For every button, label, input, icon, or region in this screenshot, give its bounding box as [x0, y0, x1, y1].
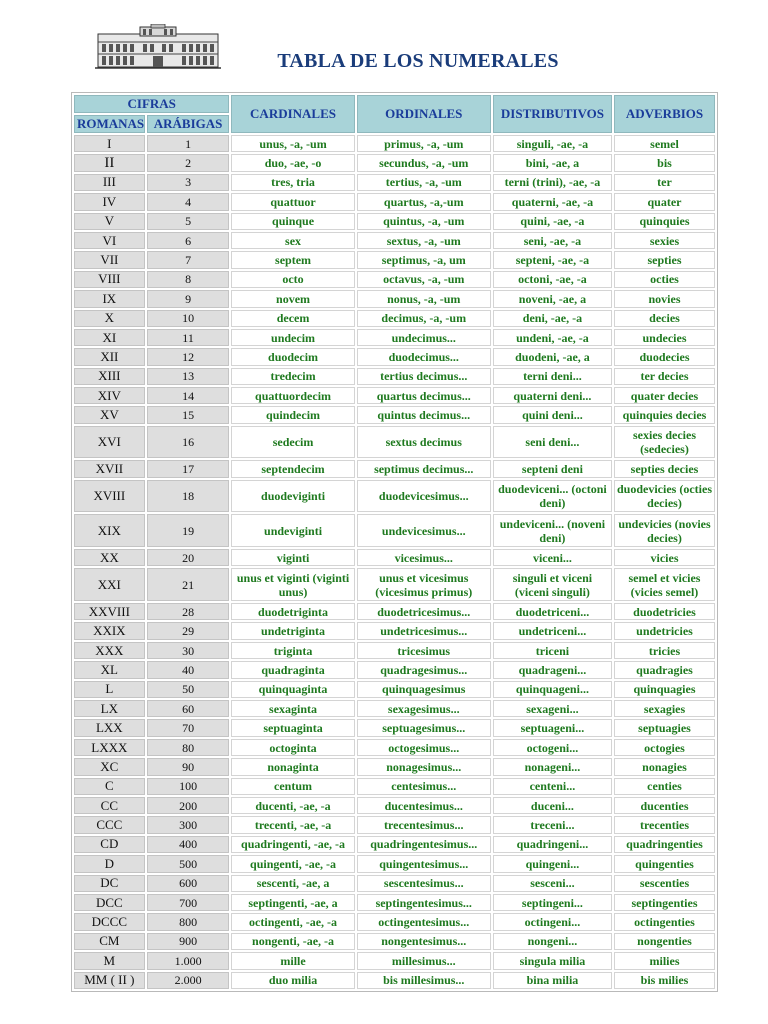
table-row — [74, 797, 715, 814]
arabic-numeral-cell: 29 — [147, 622, 230, 639]
cardinal-cell: undecim — [231, 329, 354, 346]
ordinal-cell: quartus decimus... — [357, 387, 491, 404]
arabic-numeral-cell: 4 — [147, 193, 230, 210]
adverb-cell: semel et vicies (vicies semel) — [614, 568, 715, 601]
cardinal-cell: novem — [231, 290, 354, 307]
table-row — [74, 739, 715, 756]
table-row — [74, 290, 715, 307]
table-body — [74, 135, 715, 989]
distributive-cell: duodeviceni... (octoni deni) — [493, 480, 612, 513]
distributive-cell: treceni... — [493, 816, 612, 833]
cardinal-cell: quindecim — [231, 406, 354, 423]
roman-numeral-cell: IV — [74, 193, 145, 210]
ordinal-cell: quadringentesimus... — [357, 836, 491, 853]
ordinal-cell: nonus, -a, -um — [357, 290, 491, 307]
roman-numeral-cell: DCCC — [74, 913, 145, 930]
cardinal-cell: septuaginta — [231, 719, 354, 736]
distributive-cell: viceni... — [493, 549, 612, 566]
distributive-cell: terni (trini), -ae, -a — [493, 174, 612, 191]
ordinal-cell: nongentesimus... — [357, 933, 491, 950]
distributive-cell: undeni, -ae, -a — [493, 329, 612, 346]
cardinal-cell: octoginta — [231, 739, 354, 756]
adverb-cell: ter decies — [614, 368, 715, 385]
distributive-cell: deni, -ae, -a — [493, 310, 612, 327]
arabic-numeral-cell: 15 — [147, 406, 230, 423]
ordinal-cell: nonagesimus... — [357, 758, 491, 775]
ordinal-cell: octingentesimus... — [357, 913, 491, 930]
table-row — [74, 174, 715, 191]
arabic-numeral-cell: 70 — [147, 719, 230, 736]
distributive-cell: nonageni... — [493, 758, 612, 775]
adverb-cell: quater decies — [614, 387, 715, 404]
header-cifras: CIFRAS — [74, 95, 229, 113]
distributive-cell: septingeni... — [493, 894, 612, 911]
ordinal-cell: primus, -a, -um — [357, 135, 491, 152]
roman-numeral-cell: XIV — [74, 387, 145, 404]
distributive-cell: octogeni... — [493, 739, 612, 756]
arabic-numeral-cell: 800 — [147, 913, 230, 930]
roman-numeral-cell: XC — [74, 758, 145, 775]
adverb-cell: ducenties — [614, 797, 715, 814]
arabic-numeral-cell: 28 — [147, 603, 230, 620]
cardinal-cell: sexaginta — [231, 700, 354, 717]
roman-numeral-cell: X — [74, 310, 145, 327]
table-row — [74, 719, 715, 736]
roman-numeral-cell: XXVIII — [74, 603, 145, 620]
adverb-cell: quinquies decies — [614, 406, 715, 423]
arabic-numeral-cell: 80 — [147, 739, 230, 756]
roman-numeral-cell: XXX — [74, 642, 145, 659]
cardinal-cell: duodetriginta — [231, 603, 354, 620]
ordinal-cell: quinquagesimus — [357, 681, 491, 698]
adverb-cell: bis milies — [614, 972, 715, 990]
distributive-cell: singuli et viceni (viceni singuli) — [493, 568, 612, 601]
roman-numeral-cell: L — [74, 681, 145, 698]
ordinal-cell: septimus decimus... — [357, 460, 491, 477]
roman-numeral-cell: III — [74, 174, 145, 191]
adverb-cell: quinquies — [614, 213, 715, 230]
adverb-cell: duodetricies — [614, 603, 715, 620]
roman-numeral-cell: XVII — [74, 460, 145, 477]
adverb-cell: undevicies (novies decies) — [614, 514, 715, 547]
table-row — [74, 758, 715, 775]
adverb-cell: quadringenties — [614, 836, 715, 853]
roman-numeral-cell: CC — [74, 797, 145, 814]
roman-numeral-cell: DC — [74, 875, 145, 892]
distributive-cell: singuli, -ae, -a — [493, 135, 612, 152]
distributive-cell: septuageni... — [493, 719, 612, 736]
cardinal-cell: undetriginta — [231, 622, 354, 639]
roman-numeral-cell: XVI — [74, 426, 145, 459]
cardinal-cell: sescenti, -ae, a — [231, 875, 354, 892]
roman-numeral-cell: LX — [74, 700, 145, 717]
distributive-cell: triceni — [493, 642, 612, 659]
ordinal-cell: quintus decimus... — [357, 406, 491, 423]
ordinal-cell: octogesimus... — [357, 739, 491, 756]
roman-numeral-cell: XXIX — [74, 622, 145, 639]
numerals-table — [71, 92, 718, 992]
cardinal-cell: mille — [231, 952, 354, 969]
ordinal-cell: sescentesimus... — [357, 875, 491, 892]
roman-numeral-cell: VIII — [74, 271, 145, 288]
ordinal-cell: duodetricesimus... — [357, 603, 491, 620]
ordinal-cell: quingentesimus... — [357, 855, 491, 872]
distributive-cell: duodeni, -ae, a — [493, 348, 612, 365]
cardinal-cell: duo milia — [231, 972, 354, 990]
roman-numeral-cell: LXXX — [74, 739, 145, 756]
ordinal-cell: undevicesimus... — [357, 514, 491, 547]
distributive-cell: undetriceni... — [493, 622, 612, 639]
cardinal-cell: undeviginti — [231, 514, 354, 547]
roman-numeral-cell: XVIII — [74, 480, 145, 513]
table-row — [74, 213, 715, 230]
page-title: TABLA DE LOS NUMERALES — [277, 50, 559, 72]
roman-numeral-cell: I — [74, 135, 145, 152]
table-row — [74, 661, 715, 678]
arabic-numeral-cell: 21 — [147, 568, 230, 601]
arabic-numeral-cell: 5 — [147, 213, 230, 230]
table-row — [74, 232, 715, 249]
roman-numeral-cell: XXI — [74, 568, 145, 601]
header-distributivos: DISTRIBUTIVOS — [493, 95, 612, 133]
table-row — [74, 329, 715, 346]
ordinal-cell: sextus decimus — [357, 426, 491, 459]
cardinal-cell: tres, tria — [231, 174, 354, 191]
arabic-numeral-cell: 60 — [147, 700, 230, 717]
cardinal-cell: triginta — [231, 642, 354, 659]
distributive-cell: seni, -ae, -a — [493, 232, 612, 249]
adverb-cell: quinquagies — [614, 681, 715, 698]
table-row — [74, 622, 715, 639]
arabic-numeral-cell: 6 — [147, 232, 230, 249]
cardinal-cell: nonaginta — [231, 758, 354, 775]
table-row — [74, 603, 715, 620]
arabic-numeral-cell: 1 — [147, 135, 230, 152]
distributive-cell: octoni, -ae, -a — [493, 271, 612, 288]
arabic-numeral-cell: 16 — [147, 426, 230, 459]
distributive-cell: bini, -ae, a — [493, 154, 612, 171]
table-row — [74, 952, 715, 969]
adverb-cell: nongenties — [614, 933, 715, 950]
adverb-cell: duodecies — [614, 348, 715, 365]
adverb-cell: duodevicies (octies decies) — [614, 480, 715, 513]
ordinal-cell: septingentesimus... — [357, 894, 491, 911]
arabic-numeral-cell: 3 — [147, 174, 230, 191]
ordinal-cell: sexagesimus... — [357, 700, 491, 717]
roman-numeral-cell: XIII — [74, 368, 145, 385]
distributive-cell: seni deni... — [493, 426, 612, 459]
cardinal-cell: unus et viginti (viginti unus) — [231, 568, 354, 601]
cardinal-cell: tredecim — [231, 368, 354, 385]
distributive-cell: centeni... — [493, 778, 612, 795]
distributive-cell: septeni deni — [493, 460, 612, 477]
adverb-cell: sexagies — [614, 700, 715, 717]
roman-numeral-cell: XII — [74, 348, 145, 365]
cardinal-cell: quadraginta — [231, 661, 354, 678]
distributive-cell: quini deni... — [493, 406, 612, 423]
ordinal-cell: septuagesimus... — [357, 719, 491, 736]
ordinal-cell: septimus, -a, um — [357, 251, 491, 268]
cardinal-cell: sedecim — [231, 426, 354, 459]
header-arabigas: ARÁBIGAS — [147, 115, 230, 133]
distributive-cell: septeni, -ae, -a — [493, 251, 612, 268]
table-row — [74, 568, 715, 601]
cardinal-cell: quattuor — [231, 193, 354, 210]
roman-numeral-cell: VII — [74, 251, 145, 268]
adverb-cell: tricies — [614, 642, 715, 659]
adverb-cell: decies — [614, 310, 715, 327]
arabic-numeral-cell: 17 — [147, 460, 230, 477]
arabic-numeral-cell: 400 — [147, 836, 230, 853]
table-row — [74, 700, 715, 717]
arabic-numeral-cell: 14 — [147, 387, 230, 404]
cardinal-cell: duo, -ae, -o — [231, 154, 354, 171]
header-adverbios: ADVERBIOS — [614, 95, 715, 133]
cardinal-cell: sex — [231, 232, 354, 249]
adverb-cell: ter — [614, 174, 715, 191]
cardinal-cell: quingenti, -ae, -a — [231, 855, 354, 872]
adverb-cell: octogies — [614, 739, 715, 756]
distributive-cell: terni deni... — [493, 368, 612, 385]
table-row — [74, 933, 715, 950]
arabic-numeral-cell: 10 — [147, 310, 230, 327]
adverb-cell: centies — [614, 778, 715, 795]
adverb-cell: septuagies — [614, 719, 715, 736]
roman-numeral-cell: DCC — [74, 894, 145, 911]
adverb-cell: septingenties — [614, 894, 715, 911]
distributive-cell: quadrageni... — [493, 661, 612, 678]
arabic-numeral-cell: 500 — [147, 855, 230, 872]
roman-numeral-cell: CM — [74, 933, 145, 950]
distributive-cell: octingeni... — [493, 913, 612, 930]
cardinal-cell: octingenti, -ae, -a — [231, 913, 354, 930]
table-row — [74, 681, 715, 698]
adverb-cell: milies — [614, 952, 715, 969]
adverb-cell: sexies decies (sedecies) — [614, 426, 715, 459]
adverb-cell: undetricies — [614, 622, 715, 639]
arabic-numeral-cell: 40 — [147, 661, 230, 678]
header-romanas: ROMANAS — [74, 115, 145, 133]
arabic-numeral-cell: 100 — [147, 778, 230, 795]
distributive-cell: quadringeni... — [493, 836, 612, 853]
ordinal-cell: bis millesimus... — [357, 972, 491, 990]
table-row — [74, 514, 715, 547]
adverb-cell: semel — [614, 135, 715, 152]
adverb-cell: sescenties — [614, 875, 715, 892]
distributive-cell: bina milia — [493, 972, 612, 990]
adverb-cell: quingenties — [614, 855, 715, 872]
ordinal-cell: ducentesimus... — [357, 797, 491, 814]
table-row — [74, 816, 715, 833]
arabic-numeral-cell: 600 — [147, 875, 230, 892]
adverb-cell: vicies — [614, 549, 715, 566]
ordinal-cell: duodecimus... — [357, 348, 491, 365]
distributive-cell: quaterni, -ae, -a — [493, 193, 612, 210]
roman-numeral-cell: XV — [74, 406, 145, 423]
table-row — [74, 460, 715, 477]
adverb-cell: octingenties — [614, 913, 715, 930]
table-row — [74, 387, 715, 404]
cardinal-cell: septingenti, -ae, a — [231, 894, 354, 911]
table-row — [74, 778, 715, 795]
distributive-cell: quingeni... — [493, 855, 612, 872]
distributive-cell: quinquageni... — [493, 681, 612, 698]
distributive-cell: undeviceni... (noveni deni) — [493, 514, 612, 547]
ordinal-cell: secundus, -a, -um — [357, 154, 491, 171]
roman-numeral-cell: XIX — [74, 514, 145, 547]
ordinal-cell: sextus, -a, -um — [357, 232, 491, 249]
adverb-cell: quater — [614, 193, 715, 210]
table-row — [74, 913, 715, 930]
roman-numeral-cell: M — [74, 952, 145, 969]
table-row — [74, 154, 715, 171]
roman-numeral-cell: VI — [74, 232, 145, 249]
table-row — [74, 426, 715, 459]
table-row — [74, 310, 715, 327]
arabic-numeral-cell: 9 — [147, 290, 230, 307]
roman-numeral-cell: CCC — [74, 816, 145, 833]
ordinal-cell: vicesimus... — [357, 549, 491, 566]
header-cardinales: CARDINALES — [231, 95, 354, 133]
ordinal-cell: trecentesimus... — [357, 816, 491, 833]
arabic-numeral-cell: 19 — [147, 514, 230, 547]
arabic-numeral-cell: 900 — [147, 933, 230, 950]
roman-numeral-cell: XL — [74, 661, 145, 678]
adverb-cell: trecenties — [614, 816, 715, 833]
ordinal-cell: unus et vicesimus (vicesimus primus) — [357, 568, 491, 601]
cardinal-cell: duodecim — [231, 348, 354, 365]
adverb-cell: nonagies — [614, 758, 715, 775]
cardinal-cell: quadringenti, -ae, -a — [231, 836, 354, 853]
roman-numeral-cell: LXX — [74, 719, 145, 736]
roman-numeral-cell: C — [74, 778, 145, 795]
table-row — [74, 193, 715, 210]
table-row — [74, 875, 715, 892]
distributive-cell: sexageni... — [493, 700, 612, 717]
cardinal-cell: unus, -a, -um — [231, 135, 354, 152]
table-row — [74, 836, 715, 853]
ordinal-cell: centesimus... — [357, 778, 491, 795]
cardinal-cell: duodeviginti — [231, 480, 354, 513]
ordinal-cell: undecimus... — [357, 329, 491, 346]
adverb-cell: quadragies — [614, 661, 715, 678]
table-row — [74, 406, 715, 423]
roman-numeral-cell: XX — [74, 549, 145, 566]
table-row — [74, 642, 715, 659]
cardinal-cell: quinque — [231, 213, 354, 230]
cardinal-cell: quinquaginta — [231, 681, 354, 698]
arabic-numeral-cell: 30 — [147, 642, 230, 659]
table-row — [74, 972, 715, 990]
roman-numeral-cell: V — [74, 213, 145, 230]
roman-numeral-cell: MM ( II ) — [74, 972, 145, 990]
ordinal-cell: quadragesimus... — [357, 661, 491, 678]
cardinal-cell: centum — [231, 778, 354, 795]
arabic-numeral-cell: 12 — [147, 348, 230, 365]
roman-numeral-cell: CD — [74, 836, 145, 853]
arabic-numeral-cell: 7 — [147, 251, 230, 268]
ordinal-cell: millesimus... — [357, 952, 491, 969]
cardinal-cell: viginti — [231, 549, 354, 566]
table-row — [74, 348, 715, 365]
arabic-numeral-cell: 2.000 — [147, 972, 230, 990]
header-ordinales: ORDINALES — [357, 95, 491, 133]
ordinal-cell: quartus, -a,-um — [357, 193, 491, 210]
ordinal-cell: tertius, -a, -um — [357, 174, 491, 191]
table-row — [74, 251, 715, 268]
ordinal-cell: duodevicesimus... — [357, 480, 491, 513]
adverb-cell: septies decies — [614, 460, 715, 477]
adverb-cell: novies — [614, 290, 715, 307]
adverb-cell: sexies — [614, 232, 715, 249]
roman-numeral-cell: XI — [74, 329, 145, 346]
arabic-numeral-cell: 13 — [147, 368, 230, 385]
ordinal-cell: decimus, -a, -um — [357, 310, 491, 327]
cardinal-cell: septendecim — [231, 460, 354, 477]
cardinal-cell: septem — [231, 251, 354, 268]
arabic-numeral-cell: 90 — [147, 758, 230, 775]
roman-numeral-cell: D — [74, 855, 145, 872]
cardinal-cell: octo — [231, 271, 354, 288]
arabic-numeral-cell: 18 — [147, 480, 230, 513]
arabic-numeral-cell: 1.000 — [147, 952, 230, 969]
roman-numeral-cell: IX — [74, 290, 145, 307]
ordinal-cell: tricesimus — [357, 642, 491, 659]
arabic-numeral-cell: 200 — [147, 797, 230, 814]
table-row — [74, 894, 715, 911]
arabic-numeral-cell: 700 — [147, 894, 230, 911]
cardinal-cell: decem — [231, 310, 354, 327]
distributive-cell: quaterni deni... — [493, 387, 612, 404]
cardinal-cell: ducenti, -ae, -a — [231, 797, 354, 814]
ordinal-cell: undetricesimus... — [357, 622, 491, 639]
distributive-cell: nongeni... — [493, 933, 612, 950]
table-row — [74, 549, 715, 566]
table-row — [74, 368, 715, 385]
cardinal-cell: trecenti, -ae, -a — [231, 816, 354, 833]
distributive-cell: duodetriceni... — [493, 603, 612, 620]
ordinal-cell: quintus, -a, -um — [357, 213, 491, 230]
distributive-cell: noveni, -ae, a — [493, 290, 612, 307]
arabic-numeral-cell: 20 — [147, 549, 230, 566]
adverb-cell: undecies — [614, 329, 715, 346]
arabic-numeral-cell: 50 — [147, 681, 230, 698]
arabic-numeral-cell: 11 — [147, 329, 230, 346]
distributive-cell: sesceni... — [493, 875, 612, 892]
arabic-numeral-cell: 300 — [147, 816, 230, 833]
arabic-numeral-cell: 2 — [147, 154, 230, 171]
ordinal-cell: octavus, -a, -um — [357, 271, 491, 288]
table-row — [74, 480, 715, 513]
ordinal-cell: tertius decimus... — [357, 368, 491, 385]
table-row — [74, 271, 715, 288]
distributive-cell: singula milia — [493, 952, 612, 969]
adverb-cell: septies — [614, 251, 715, 268]
table-row — [74, 135, 715, 152]
distributive-cell: duceni... — [493, 797, 612, 814]
roman-numeral-cell: II — [74, 154, 145, 171]
cardinal-cell: quattuordecim — [231, 387, 354, 404]
adverb-cell: bis — [614, 154, 715, 171]
table-row — [74, 855, 715, 872]
arabic-numeral-cell: 8 — [147, 271, 230, 288]
adverb-cell: octies — [614, 271, 715, 288]
cardinal-cell: nongenti, -ae, -a — [231, 933, 354, 950]
distributive-cell: quini, -ae, -a — [493, 213, 612, 230]
